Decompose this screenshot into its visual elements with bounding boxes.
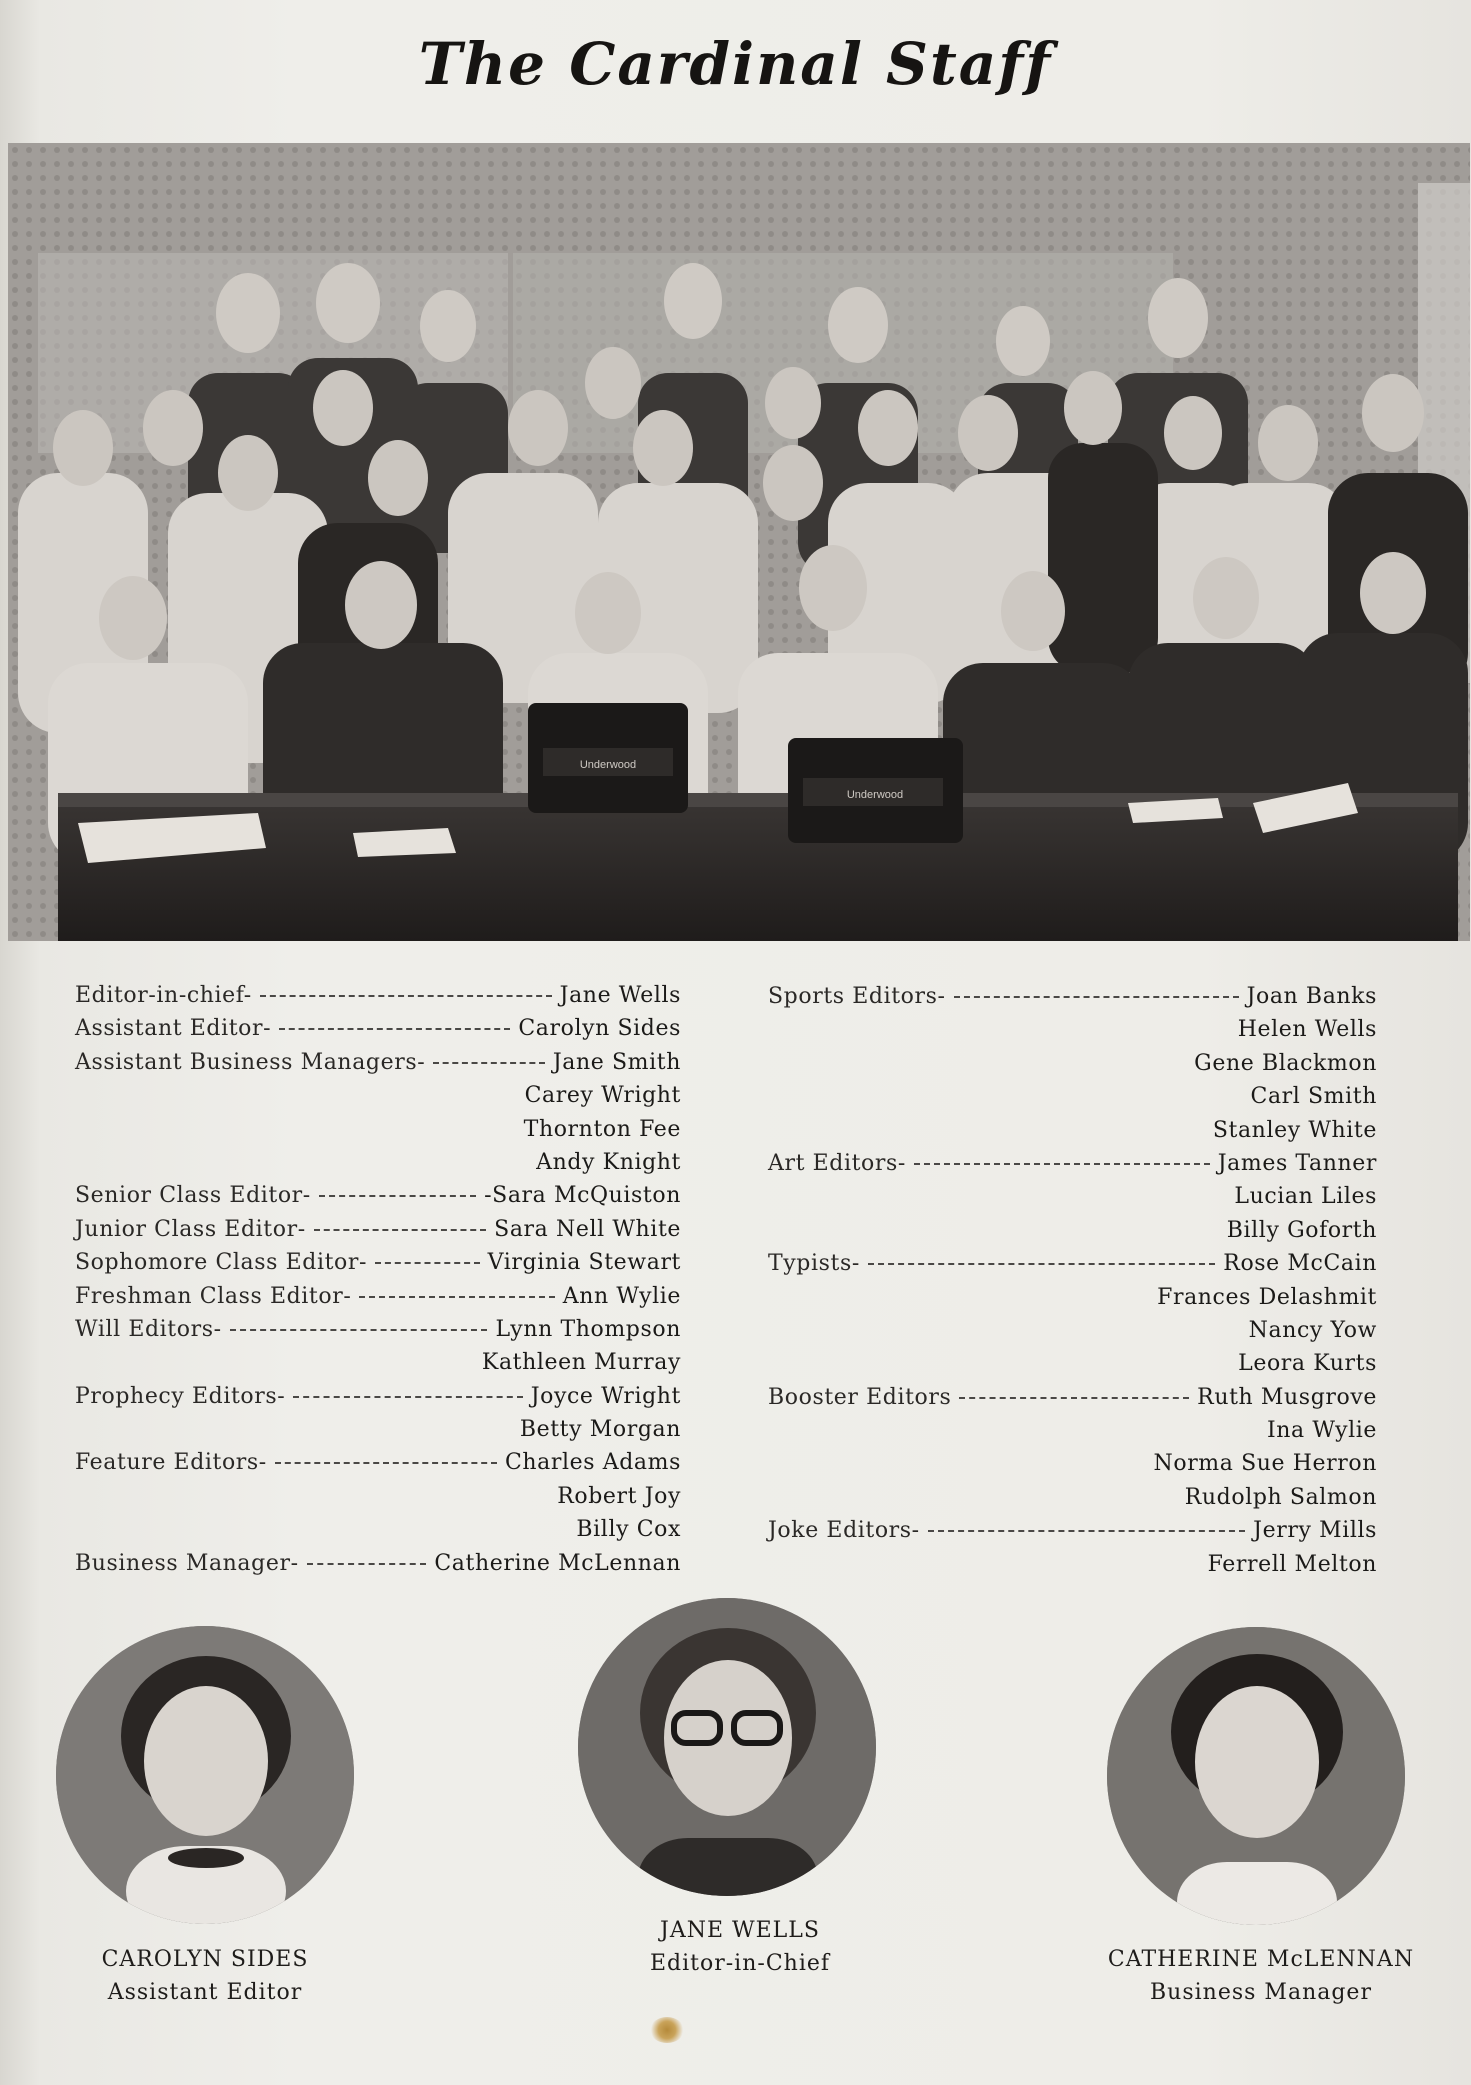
staff-name: Betty Morgan bbox=[519, 1417, 681, 1443]
staff-row bbox=[768, 980, 1377, 1013]
staff-row bbox=[768, 1047, 1377, 1080]
portrait-title: Assistant Editor bbox=[107, 1980, 303, 2005]
staff-role: Assistant Editor- bbox=[75, 1016, 272, 1042]
staff-row bbox=[768, 1114, 1377, 1147]
dotted-leader bbox=[868, 1263, 1215, 1265]
portrait-image bbox=[578, 1598, 876, 1896]
staff-name: Rudolph Salmon bbox=[1184, 1484, 1377, 1510]
staff-row bbox=[75, 1280, 681, 1313]
staff-row bbox=[75, 1446, 681, 1479]
staff-name: Leora Kurts bbox=[1238, 1351, 1377, 1377]
staff-name: James Tanner bbox=[1217, 1150, 1377, 1176]
staff-name: Stanley White bbox=[1212, 1117, 1377, 1143]
staff-name: Andy Knight bbox=[536, 1149, 681, 1175]
portrait-title: Business Manager bbox=[1150, 1980, 1372, 2005]
dotted-leader bbox=[279, 1028, 510, 1030]
portrait-caption-catherine-mclennan bbox=[1051, 1943, 1471, 2009]
staff-name: Jerry Mills bbox=[1253, 1518, 1377, 1544]
staff-name: Ina Wylie bbox=[1266, 1418, 1377, 1444]
dotted-leader bbox=[433, 1062, 545, 1064]
portrait-image bbox=[56, 1626, 354, 1924]
staff-row bbox=[768, 1381, 1377, 1414]
dotted-leader bbox=[319, 1195, 476, 1197]
staff-row bbox=[75, 1380, 681, 1413]
dotted-leader bbox=[275, 1462, 497, 1464]
staff-name: Jane Wells bbox=[559, 983, 681, 1008]
staff-name: Thornton Fee bbox=[523, 1116, 681, 1142]
staff-row bbox=[768, 1514, 1377, 1547]
staff-row bbox=[768, 1548, 1377, 1581]
staff-name: Ruth Musgrove bbox=[1197, 1384, 1377, 1410]
group-photo-illustration bbox=[8, 143, 1470, 941]
portrait-catherine-mclennan bbox=[1107, 1627, 1405, 1925]
staff-name: Lynn Thompson bbox=[495, 1316, 681, 1342]
staff-name: Rose McCain bbox=[1223, 1251, 1377, 1277]
staff-name: Carl Smith bbox=[1250, 1084, 1377, 1110]
dotted-leader bbox=[914, 1163, 1210, 1165]
staff-role: Business Manager- bbox=[75, 1550, 299, 1576]
staff-role: Freshman Class Editor- bbox=[75, 1283, 352, 1309]
staff-row bbox=[768, 1447, 1377, 1480]
dotted-leader bbox=[359, 1296, 554, 1298]
portrait-image bbox=[1107, 1627, 1405, 1925]
staff-role: Sports Editors- bbox=[768, 984, 946, 1009]
dotted-leader bbox=[959, 1397, 1189, 1399]
staff-name: Norma Sue Herron bbox=[1153, 1451, 1377, 1477]
staff-name: Robert Joy bbox=[557, 1483, 681, 1509]
portrait-name: JANE WELLS bbox=[660, 1918, 820, 1943]
staff-row bbox=[768, 1281, 1377, 1314]
dotted-leader bbox=[928, 1530, 1245, 1532]
staff-name: Jane Smith bbox=[552, 1049, 681, 1075]
staff-role: Feature Editors- bbox=[75, 1450, 267, 1476]
staff-row bbox=[768, 1481, 1377, 1514]
staff-role: Senior Class Editor- bbox=[75, 1183, 311, 1209]
staff-name: Billy Goforth bbox=[1226, 1217, 1377, 1243]
staff-name: Sara Nell White bbox=[494, 1216, 681, 1242]
staff-row bbox=[75, 1079, 681, 1112]
staff-roster-left bbox=[75, 979, 681, 1580]
staff-name: Virginia Stewart bbox=[487, 1250, 681, 1276]
portrait-carolyn-sides bbox=[56, 1626, 354, 1924]
staff-row bbox=[75, 1313, 681, 1346]
staff-row bbox=[768, 1080, 1377, 1113]
staff-name: Lucian Liles bbox=[1234, 1184, 1377, 1210]
staff-row bbox=[75, 1012, 681, 1045]
typewriter-brand-label: Underwood bbox=[846, 789, 904, 801]
staff-row bbox=[768, 1013, 1377, 1046]
staff-row bbox=[768, 1314, 1377, 1347]
staff-row bbox=[75, 1246, 681, 1279]
staff-role: Editor-in-chief- bbox=[75, 983, 252, 1008]
dotted-leader bbox=[307, 1563, 427, 1565]
staff-role: Assistant Business Managers- bbox=[75, 1049, 426, 1075]
staff-name: Charles Adams bbox=[504, 1450, 681, 1476]
staff-role: Joke Editors- bbox=[768, 1518, 920, 1544]
staff-name: Nancy Yow bbox=[1248, 1317, 1377, 1343]
staff-name: Joyce Wright bbox=[530, 1383, 681, 1409]
staff-row bbox=[768, 1214, 1377, 1247]
staff-name: Frances Delashmit bbox=[1157, 1284, 1377, 1310]
staff-name: Catherine McLennan bbox=[434, 1550, 681, 1576]
staff-role: Will Editors- bbox=[75, 1316, 222, 1342]
dotted-leader bbox=[293, 1396, 522, 1398]
staff-name: Carolyn Sides bbox=[518, 1016, 681, 1042]
dotted-leader bbox=[314, 1229, 486, 1231]
staff-role: Prophecy Editors- bbox=[75, 1383, 286, 1409]
staff-group-photo bbox=[8, 143, 1470, 941]
portrait-caption-jane-wells bbox=[530, 1914, 950, 1980]
staff-role: Sophomore Class Editor- bbox=[75, 1250, 368, 1276]
dotted-leader bbox=[954, 996, 1239, 998]
staff-row bbox=[75, 1179, 681, 1212]
staff-role: Typists- bbox=[768, 1251, 860, 1277]
staff-row bbox=[75, 1146, 681, 1179]
staff-row bbox=[75, 1480, 681, 1513]
staff-row bbox=[768, 1147, 1377, 1180]
staff-name: Ann Wylie bbox=[562, 1283, 681, 1309]
paper-stain bbox=[650, 2017, 684, 2043]
staff-row bbox=[75, 1213, 681, 1246]
staff-row bbox=[75, 1413, 681, 1446]
staff-row bbox=[768, 1347, 1377, 1380]
staff-row bbox=[768, 1180, 1377, 1213]
staff-row bbox=[75, 1046, 681, 1079]
staff-name: -Sara McQuiston bbox=[484, 1183, 681, 1209]
dotted-leader bbox=[260, 995, 552, 997]
page-title: The Cardinal Staff bbox=[418, 30, 1053, 98]
staff-roster-right bbox=[768, 980, 1377, 1581]
typewriter-brand-label: Underwood bbox=[579, 759, 637, 771]
staff-row bbox=[75, 1513, 681, 1546]
staff-name: Helen Wells bbox=[1237, 1017, 1377, 1043]
staff-name: Gene Blackmon bbox=[1194, 1050, 1377, 1076]
dotted-leader bbox=[230, 1329, 488, 1331]
staff-row bbox=[75, 979, 681, 1012]
staff-row bbox=[75, 1346, 681, 1379]
staff-row bbox=[75, 1113, 681, 1146]
staff-name: Ferrell Melton bbox=[1207, 1551, 1377, 1577]
portrait-name: CAROLYN SIDES bbox=[101, 1947, 309, 1972]
portrait-name: CATHERINE McLENNAN bbox=[1107, 1947, 1415, 1972]
staff-name: Carey Wright bbox=[524, 1083, 681, 1109]
staff-row bbox=[75, 1547, 681, 1580]
portrait-caption-carolyn-sides bbox=[0, 1943, 415, 2009]
portrait-jane-wells bbox=[578, 1598, 876, 1896]
staff-role: Booster Editors bbox=[768, 1384, 952, 1410]
dotted-leader bbox=[375, 1262, 480, 1264]
portrait-title: Editor-in-Chief bbox=[649, 1951, 831, 1976]
staff-row bbox=[768, 1414, 1377, 1447]
staff-name: Kathleen Murray bbox=[481, 1350, 681, 1376]
staff-name: Joan Banks bbox=[1246, 984, 1377, 1009]
staff-name: Billy Cox bbox=[576, 1517, 681, 1543]
staff-role: Junior Class Editor- bbox=[75, 1216, 306, 1242]
staff-role: Art Editors- bbox=[768, 1150, 906, 1176]
staff-row bbox=[768, 1247, 1377, 1280]
